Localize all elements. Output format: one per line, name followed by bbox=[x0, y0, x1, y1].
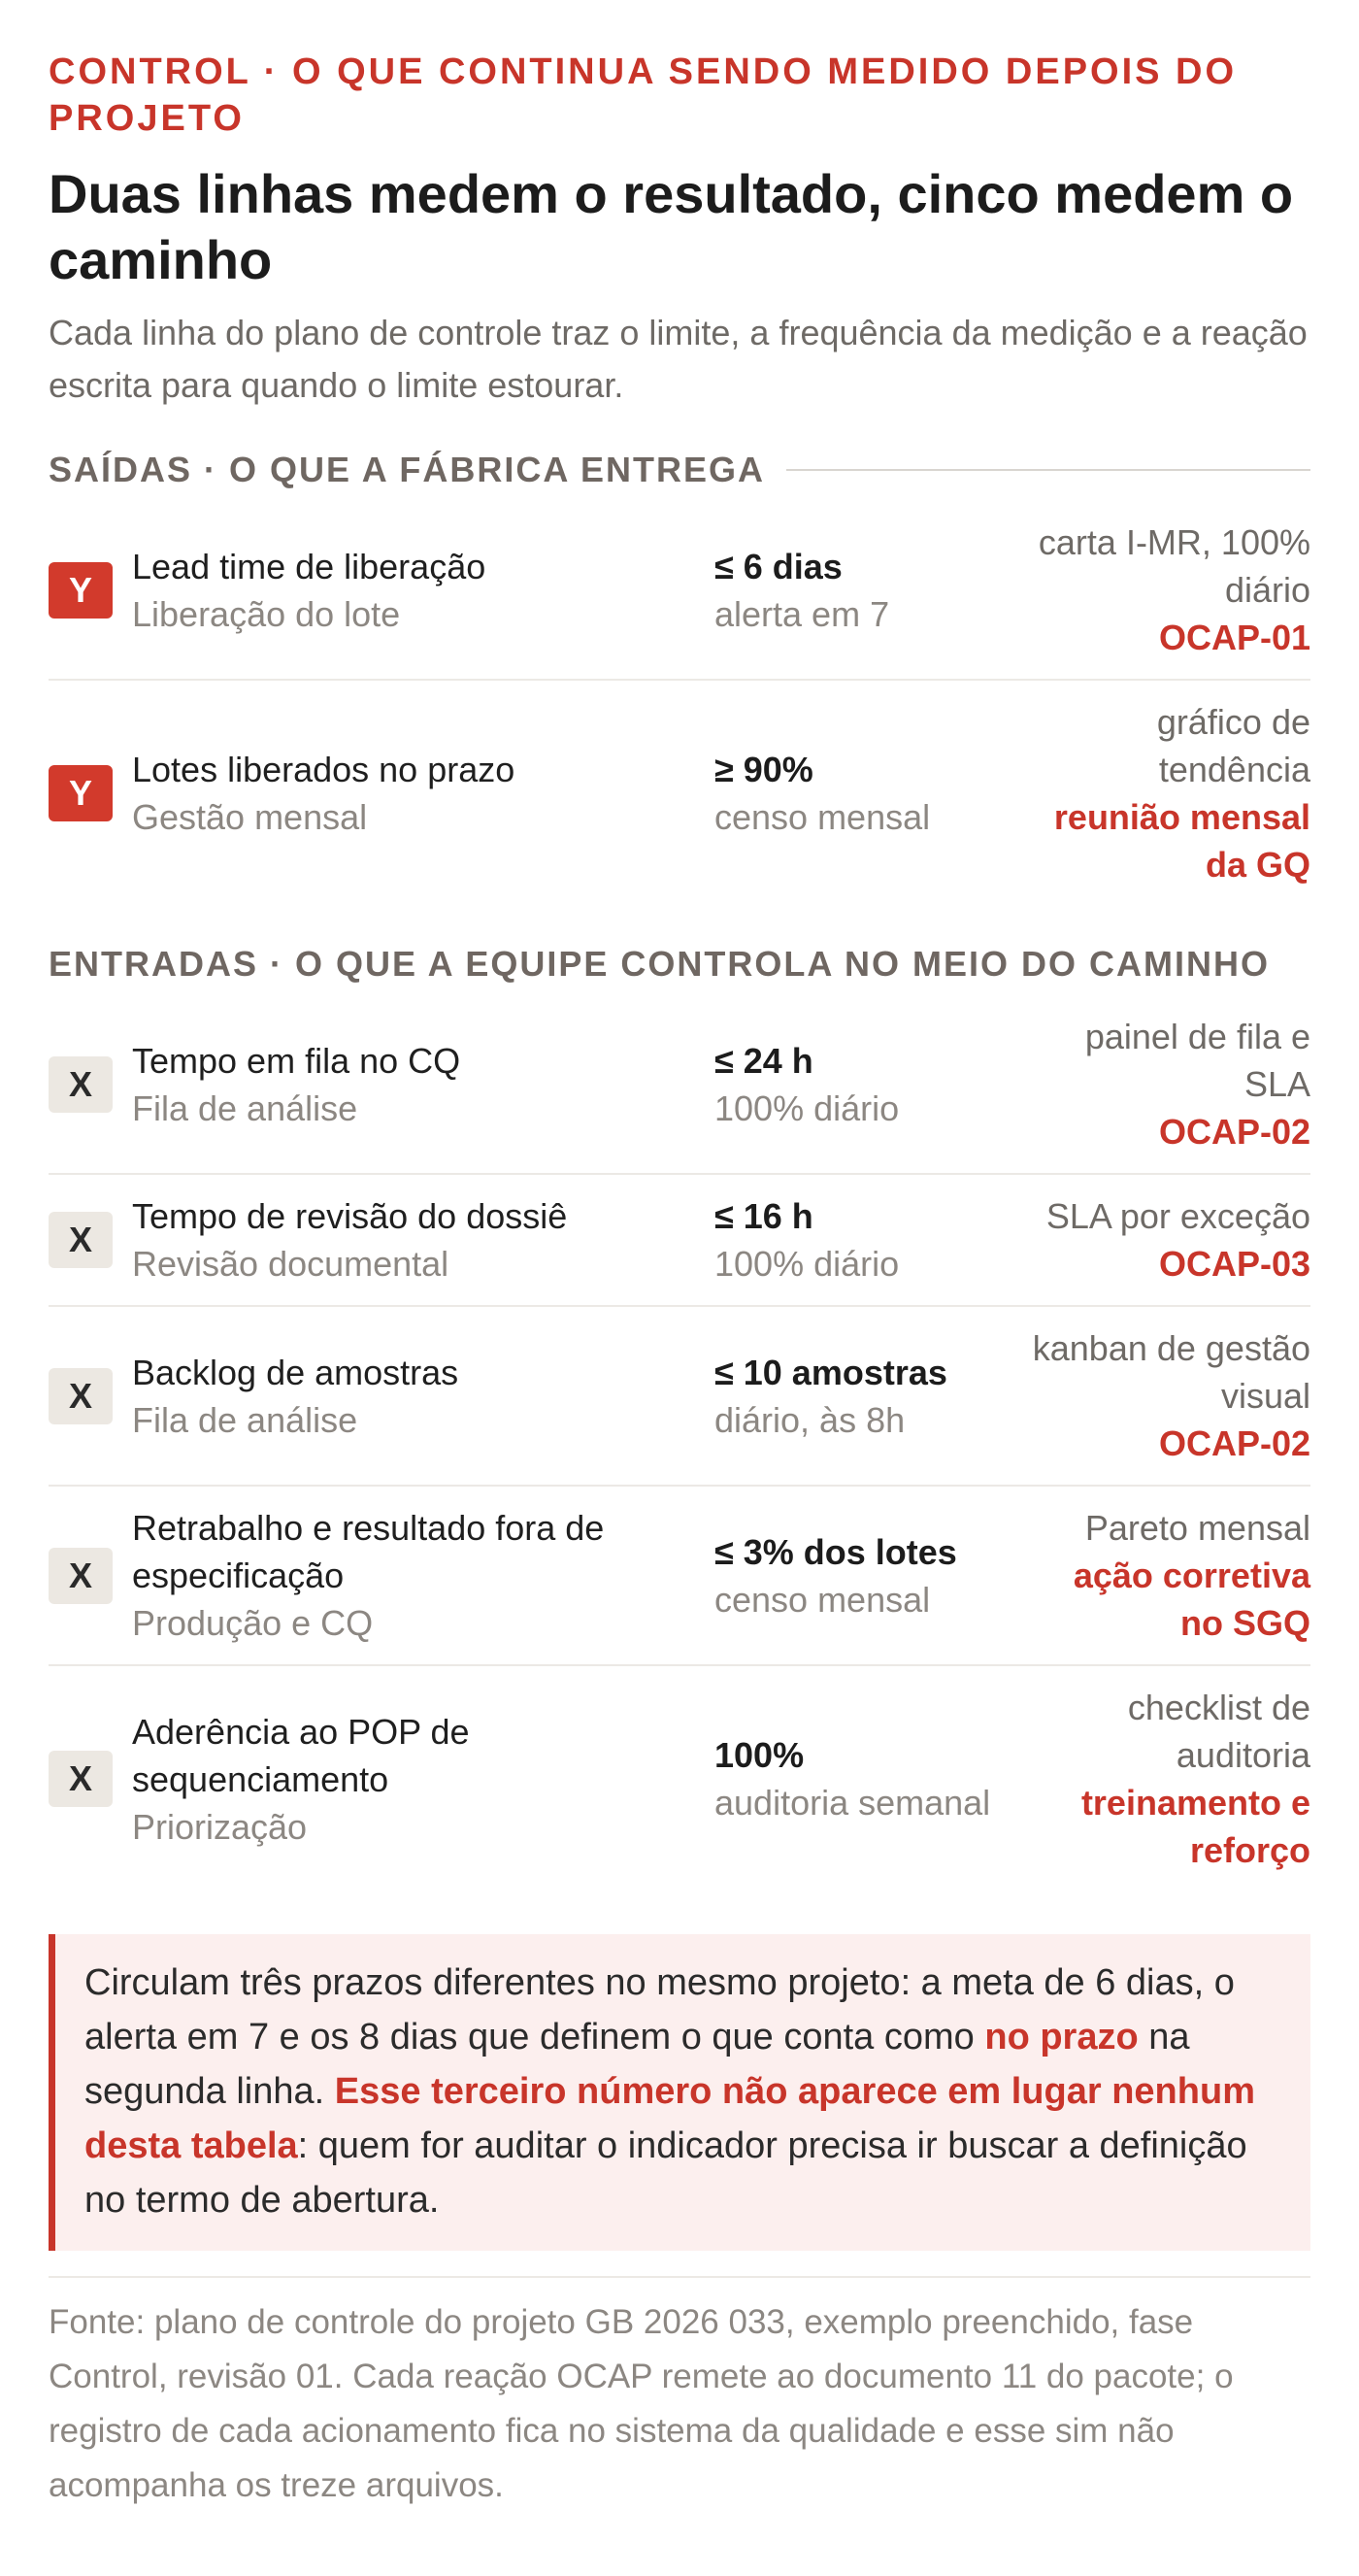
measure-frequency: alerta em 7 bbox=[714, 593, 890, 634]
measure-frequency: 100% diário bbox=[714, 1244, 900, 1284]
limit-cell bbox=[714, 1192, 1025, 1288]
outputs-heading: SAÍDAS · O QUE A FÁBRICA ENTREGA bbox=[49, 450, 766, 489]
callout-text: na segunda linha. bbox=[84, 2017, 1190, 2112]
x-badge: X bbox=[49, 1751, 113, 1807]
reaction-cell bbox=[1025, 1504, 1310, 1647]
reaction-plan: OCAP-02 bbox=[1158, 1112, 1310, 1152]
metric-cell bbox=[132, 1504, 714, 1647]
table-row bbox=[49, 501, 1310, 681]
limit-cell bbox=[714, 543, 1025, 638]
y-badge: Y bbox=[49, 765, 113, 821]
reaction-cell bbox=[1025, 1192, 1310, 1288]
reaction-plan: reunião mensal da GQ bbox=[1053, 797, 1310, 885]
callout-highlight: Esse terceiro número não aparece em lugar nenhum desta tabela bbox=[84, 2071, 1255, 2166]
metric-name: Aderência ao POP de sequenciamento bbox=[132, 1711, 470, 1799]
metric-owner: Revisão documental bbox=[132, 1244, 449, 1284]
limit-value: ≤ 24 h bbox=[714, 1040, 813, 1081]
x-badge: X bbox=[49, 1368, 113, 1424]
measure-frequency: censo mensal bbox=[714, 797, 931, 837]
reaction-cell bbox=[1025, 1013, 1310, 1155]
limit-value: ≤ 16 h bbox=[714, 1196, 813, 1236]
outputs-section-header bbox=[49, 447, 1310, 493]
reaction-cell bbox=[1025, 698, 1310, 888]
metric-owner: Fila de análise bbox=[132, 1087, 358, 1128]
section-divider bbox=[786, 469, 1310, 471]
measure-frequency: 100% diário bbox=[714, 1087, 900, 1128]
reaction-plan: ação corretiva no SGQ bbox=[1073, 1556, 1310, 1643]
table-row bbox=[49, 1175, 1310, 1307]
metric-cell bbox=[132, 746, 714, 841]
metric-cell bbox=[132, 1037, 714, 1132]
metric-name: Retrabalho e resultado fora de especificação bbox=[132, 1508, 605, 1595]
limit-value: ≤ 6 dias bbox=[714, 546, 843, 586]
metric-name: Backlog de amostras bbox=[132, 1352, 459, 1392]
eyebrow: CONTROL · O QUE CONTINUA SENDO MEDIDO DEPOIS DO PROJETO bbox=[49, 51, 1238, 139]
table-row bbox=[49, 995, 1310, 1175]
measure-frequency: diário, às 8h bbox=[714, 1399, 906, 1440]
measure-frequency: censo mensal bbox=[714, 1579, 931, 1620]
metric-cell bbox=[132, 1349, 714, 1444]
limit-cell bbox=[714, 746, 1025, 841]
x-badge: X bbox=[49, 1548, 113, 1604]
control-tool: carta I-MR, 100% diário bbox=[1038, 522, 1310, 610]
source-note: Fonte: plano de controle do projeto GB 2026 033, exemplo preenchido, fase Control, revisão 01. Cada reação OCAP remete ao documento 11 do pacote; o registro de cada acionamento fica no sistema da qualidade e esse sim não acompanha os treze arquivos. bbox=[49, 2276, 1310, 2513]
control-tool: Pareto mensal bbox=[1084, 1508, 1310, 1548]
limit-cell bbox=[714, 1528, 1025, 1623]
metric-cell bbox=[132, 1708, 714, 1851]
reaction-cell bbox=[1025, 519, 1310, 661]
y-badge: Y bbox=[49, 562, 113, 619]
x-badge: X bbox=[49, 1212, 113, 1268]
callout-note bbox=[49, 1934, 1310, 2251]
limit-cell bbox=[714, 1037, 1025, 1132]
metric-cell bbox=[132, 543, 714, 638]
metric-cell bbox=[132, 1192, 714, 1288]
reaction-plan: treinamento e reforço bbox=[1080, 1783, 1310, 1870]
limit-cell bbox=[714, 1731, 1025, 1826]
metric-name: Tempo de revisão do dossiê bbox=[132, 1196, 568, 1236]
page-subtitle: Cada linha do plano de controle traz o limite, a frequência da medição e a reação escrita para quando o limite estourar. bbox=[49, 313, 1308, 405]
table-row bbox=[49, 681, 1310, 906]
x-badge: X bbox=[49, 1056, 113, 1113]
reaction-plan: OCAP-01 bbox=[1158, 618, 1310, 657]
metric-name: Lotes liberados no prazo bbox=[132, 750, 515, 789]
reaction-plan: OCAP-02 bbox=[1158, 1423, 1310, 1463]
control-tool: checklist de auditoria bbox=[1127, 1688, 1310, 1775]
control-tool: painel de fila e SLA bbox=[1084, 1017, 1310, 1104]
inputs-section-header bbox=[49, 941, 1310, 987]
control-tool: kanban de gestão visual bbox=[1032, 1328, 1310, 1416]
reaction-plan: OCAP-03 bbox=[1158, 1244, 1310, 1284]
control-tool: gráfico de tendência bbox=[1156, 702, 1310, 789]
limit-value: ≤ 3% dos lotes bbox=[714, 1531, 957, 1572]
table-row bbox=[49, 1487, 1310, 1666]
control-tool: SLA por exceção bbox=[1045, 1196, 1310, 1236]
page-title: Duas linhas medem o resultado, cinco medem o caminho bbox=[49, 163, 1294, 290]
callout-highlight: no prazo bbox=[984, 2017, 1139, 2057]
limit-cell bbox=[714, 1349, 1025, 1444]
reaction-cell bbox=[1025, 1684, 1310, 1874]
limit-value: 100% bbox=[714, 1735, 805, 1775]
metric-name: Lead time de liberação bbox=[132, 546, 486, 586]
limit-value: ≥ 90% bbox=[714, 750, 813, 789]
table-row bbox=[49, 1666, 1310, 1891]
measure-frequency: auditoria semanal bbox=[714, 1783, 991, 1823]
reaction-cell bbox=[1025, 1324, 1310, 1467]
table-row bbox=[49, 1307, 1310, 1487]
metric-owner: Gestão mensal bbox=[132, 797, 368, 837]
metric-owner: Fila de análise bbox=[132, 1399, 358, 1440]
metric-owner: Priorização bbox=[132, 1806, 308, 1847]
limit-value: ≤ 10 amostras bbox=[714, 1352, 947, 1392]
inputs-heading: ENTRADAS · O QUE A EQUIPE CONTROLA NO MEIO DO CAMINHO bbox=[49, 944, 1271, 984]
metric-owner: Liberação do lote bbox=[132, 593, 401, 634]
metric-name: Tempo em fila no CQ bbox=[132, 1040, 461, 1081]
callout-text: : quem for auditar o indicador precisa ir buscar a definição no termo de abertura. bbox=[84, 2125, 1247, 2221]
metric-owner: Produção e CQ bbox=[132, 1603, 374, 1643]
callout-text: Circulam três prazos diferentes no mesmo projeto: a meta de 6 dias, o alerta em 7 e os 8 dias que definem o que conta como bbox=[84, 1962, 1235, 2057]
